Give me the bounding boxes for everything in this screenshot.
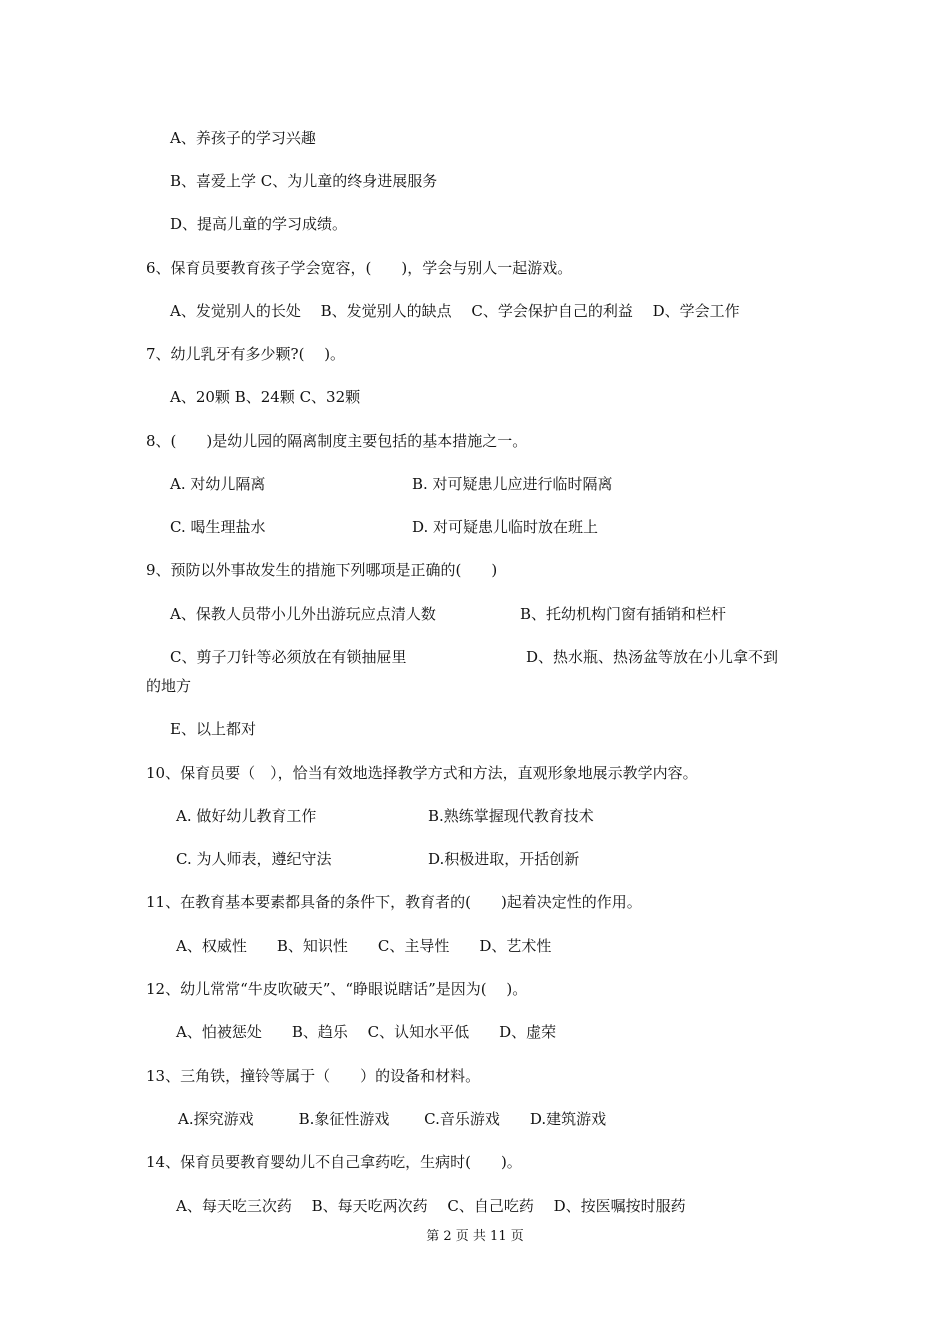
option-a: A. 做好幼儿教育工作 (176, 807, 317, 825)
option-c: C、剪子刀针等必须放在有锁抽屉里 (170, 648, 407, 666)
option-line: A、权威性 B、知识性 C、主导性 D、艺术性 (176, 937, 552, 955)
option-b: B、托幼机构门窗有插销和栏杆 (520, 605, 727, 623)
option-line: D、提高儿童的学习成绩。 (170, 215, 348, 233)
question-10: 10、保育员要（ ），恰当有效地选择教学方式和方法，直观形象地展示教学内容。 (146, 764, 698, 782)
question-11: 11、在教育基本要素都具备的条件下，教育者的( )起着决定性的作用。 (146, 893, 642, 911)
question-14: 14、保育员要教育婴幼儿不自己拿药吃，生病时( )。 (146, 1153, 522, 1171)
option-d-continued: 的地方 (146, 677, 192, 695)
option-b: B.熟练掌握现代教育技术 (428, 807, 594, 825)
option-line: A、每天吃三次药 B、每天吃两次药 C、自己吃药 D、按医嘱按时服药 (176, 1197, 686, 1215)
page-footer: 第 2 页 共 11 页 (426, 1229, 524, 1244)
question-9: 9、预防以外事故发生的措施下列哪项是正确的( ) (146, 561, 498, 579)
option-line: A、养孩子的学习兴趣 (170, 129, 316, 147)
option-b: B. 对可疑患儿应进行临时隔离 (412, 475, 613, 493)
question-12: 12、幼儿常常“牛皮吹破天”、“睁眼说瞎话”是因为( )。 (146, 980, 528, 998)
option-d: D.积极进取，开括创新 (428, 850, 580, 868)
question-8: 8、( )是幼儿园的隔离制度主要包括的基本措施之一。 (146, 432, 528, 450)
option-line: A.探究游戏 B.象征性游戏 C.音乐游戏 D.建筑游戏 (178, 1110, 607, 1128)
option-a: A、保教人员带小儿外出游玩应点清人数 (170, 605, 436, 623)
question-7: 7、幼儿乳牙有多少颗?( )。 (146, 345, 346, 363)
option-line: A、怕被惩处 B、趋乐 C、认知水平低 D、虚荣 (176, 1023, 557, 1041)
option-line: A、20颗 B、24颗 C、32颗 (170, 388, 361, 406)
question-6: 6、保育员要教育孩子学会宽容，( )，学会与别人一起游戏。 (146, 259, 573, 277)
question-13: 13、三角铁，撞铃等属于（ ）的设备和材料。 (146, 1067, 481, 1085)
option-a: A. 对幼儿隔离 (170, 475, 266, 493)
option-d: D、热水瓶、热汤盆等放在小儿拿不到 (526, 648, 779, 666)
option-line: B、喜爱上学 C、为儿童的终身进展服务 (170, 172, 438, 190)
option-line: A、发觉别人的长处 B、发觉别人的缺点 C、学会保护自己的利益 D、学会工作 (170, 302, 740, 320)
option-d: D. 对可疑患儿临时放在班上 (412, 518, 599, 536)
option-c: C. 为人师表，遵纪守法 (176, 850, 332, 868)
option-c: C. 喝生理盐水 (170, 518, 266, 536)
option-e: E、以上都对 (170, 720, 256, 738)
